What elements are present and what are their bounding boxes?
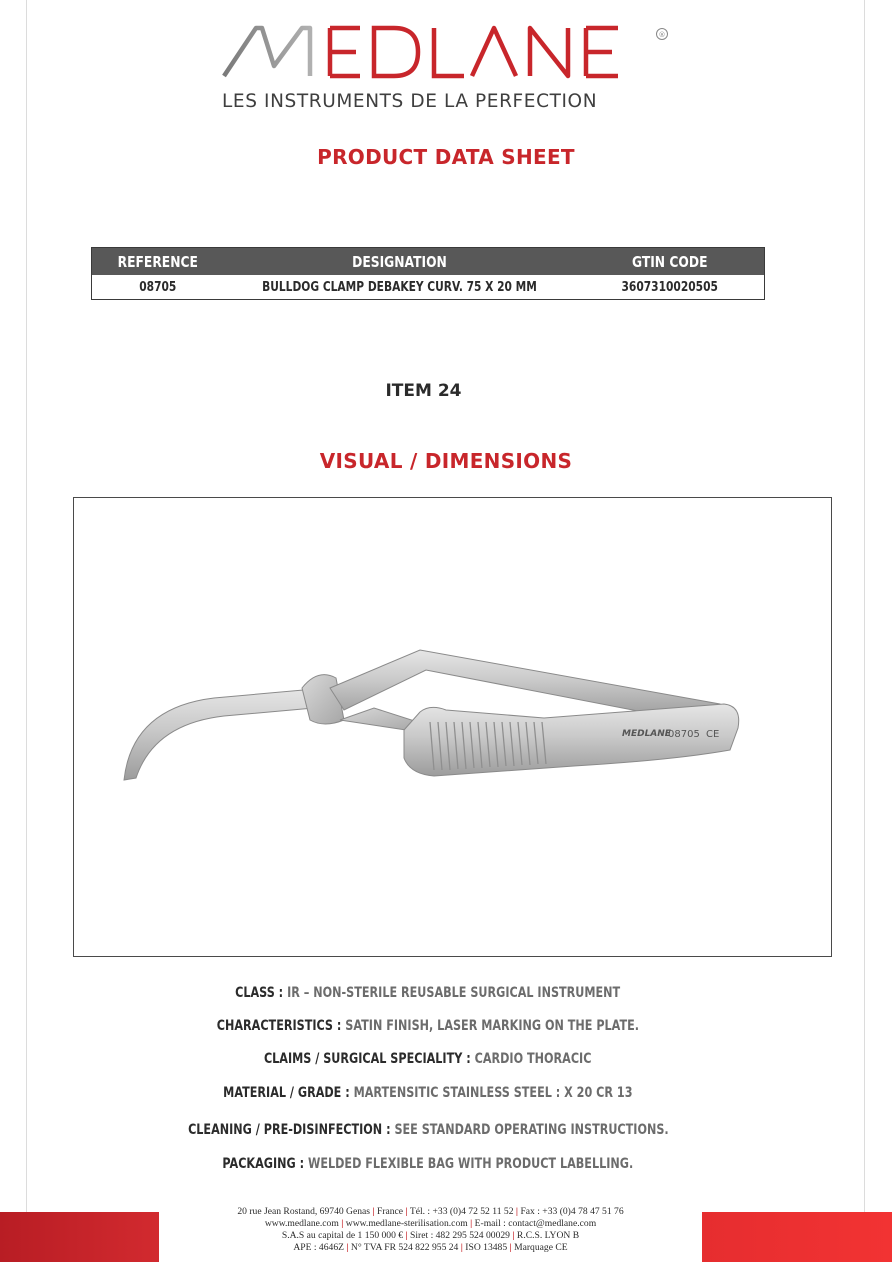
footer-line-address (159, 1206, 702, 1218)
footer-website-link[interactable]: www.medlane.com (264, 1218, 339, 1229)
spec-surgical-speciality (0, 1051, 856, 1067)
reference-value: 08705 (139, 279, 177, 295)
spec-key: CLEANING / PRE-DISINFECTION : (187, 1122, 395, 1138)
registered-mark: ® (658, 31, 666, 39)
footer-separator: | (512, 1230, 515, 1241)
spec-packaging (0, 1156, 856, 1172)
gtin-value: 3607310020505 (621, 279, 718, 295)
spec-material (0, 1085, 856, 1101)
spec-key: PACKAGING : (222, 1156, 309, 1172)
footer-fax: Fax : +33 (0)4 78 47 51 76 (520, 1206, 624, 1217)
footer-iso: ISO 13485 (465, 1242, 508, 1253)
footer-separator: | (346, 1242, 349, 1253)
footer-separator: | (470, 1218, 473, 1229)
logo-tagline: LES INSTRUMENTS DE LA PERFECTION (222, 91, 598, 112)
footer-separator: | (341, 1218, 344, 1229)
spec-cleaning (0, 1122, 856, 1138)
footer-capital: S.A.S au capital de 1 150 000 € (281, 1230, 404, 1241)
footer-email-link[interactable]: E-mail : contact@medlane.com (474, 1218, 597, 1229)
spec-key: CLASS : (235, 985, 288, 1001)
spec-value: CARDIO THORACIC (474, 1051, 592, 1067)
spec-value: IR – NON-STERILE REUSABLE SURGICAL INSTRUMENT (287, 985, 621, 1001)
right-margin-rule (864, 0, 865, 1212)
visual-section-title: VISUAL / DIMENSIONS (319, 449, 573, 473)
footer-separator: | (509, 1242, 512, 1253)
column-header-designation: DESIGNATION (351, 252, 447, 271)
footer-line-registration (159, 1242, 702, 1254)
product-image-frame (73, 497, 832, 957)
table-header-row (92, 248, 764, 275)
page-title: PRODUCT DATA SHEET (317, 145, 575, 169)
bulldog-clamp-image (74, 498, 831, 956)
footer-separator: | (405, 1206, 408, 1217)
medlane-wordmark (222, 24, 682, 90)
footer-line-legal (159, 1230, 702, 1242)
footer-address: 20 rue Jean Rostand, 69740 Genas (237, 1206, 371, 1217)
spec-value: WELDED FLEXIBLE BAG WITH PRODUCT LABELLING. (308, 1156, 634, 1172)
spec-value: MARTENSITIC STAINLESS STEEL : X 20 CR 13 (353, 1085, 633, 1101)
spec-key: MATERIAL / GRADE : (223, 1085, 354, 1101)
spec-key: CLAIMS / SURGICAL SPECIALITY : (264, 1051, 475, 1067)
item-label: ITEM 24 (385, 381, 462, 401)
table-row (92, 275, 764, 299)
engraving-ce-mark: CE (706, 729, 720, 740)
engraving-brand: MEDLANE (622, 729, 671, 739)
reference-table (91, 247, 765, 300)
footer-marking: Marquage CE (514, 1242, 568, 1253)
column-header-reference: REFERENCE (117, 252, 198, 271)
footer-separator: | (515, 1206, 519, 1217)
footer-separator: | (405, 1230, 408, 1241)
footer-siret: Siret : 482 295 524 00029 (410, 1230, 510, 1241)
footer-separator: | (460, 1242, 463, 1253)
company-footer (159, 1206, 702, 1254)
footer-sterilisation-link[interactable]: www.medlane-sterilisation.com (345, 1218, 468, 1229)
engraving-code: 08705 (668, 729, 700, 740)
footer-red-bar-left (0, 1212, 159, 1262)
footer-separator: | (372, 1206, 375, 1217)
spec-characteristics (0, 1018, 856, 1034)
medlane-logo (222, 24, 682, 116)
designation-value: BULLDOG CLAMP DEBAKEY CURV. 75 X 20 MM (261, 279, 537, 295)
footer-rcs: R.C.S. LYON B (516, 1230, 580, 1241)
spec-key: CHARACTERISTICS : (216, 1018, 346, 1034)
spec-class (0, 985, 856, 1001)
footer-ape: APE : 4646Z (293, 1242, 344, 1253)
footer-line-web (159, 1218, 702, 1230)
spec-value: SATIN FINISH, LASER MARKING ON THE PLATE. (345, 1018, 640, 1034)
column-header-gtin: GTIN CODE (631, 252, 708, 271)
footer-tva: N° TVA FR 524 822 955 24 (350, 1242, 459, 1253)
footer-red-bar-right (702, 1212, 892, 1262)
spec-value: SEE STANDARD OPERATING INSTRUCTIONS. (394, 1122, 669, 1138)
footer-phone: Tél. : +33 (0)4 72 52 11 52 (409, 1206, 514, 1217)
footer-country: France (376, 1206, 404, 1217)
